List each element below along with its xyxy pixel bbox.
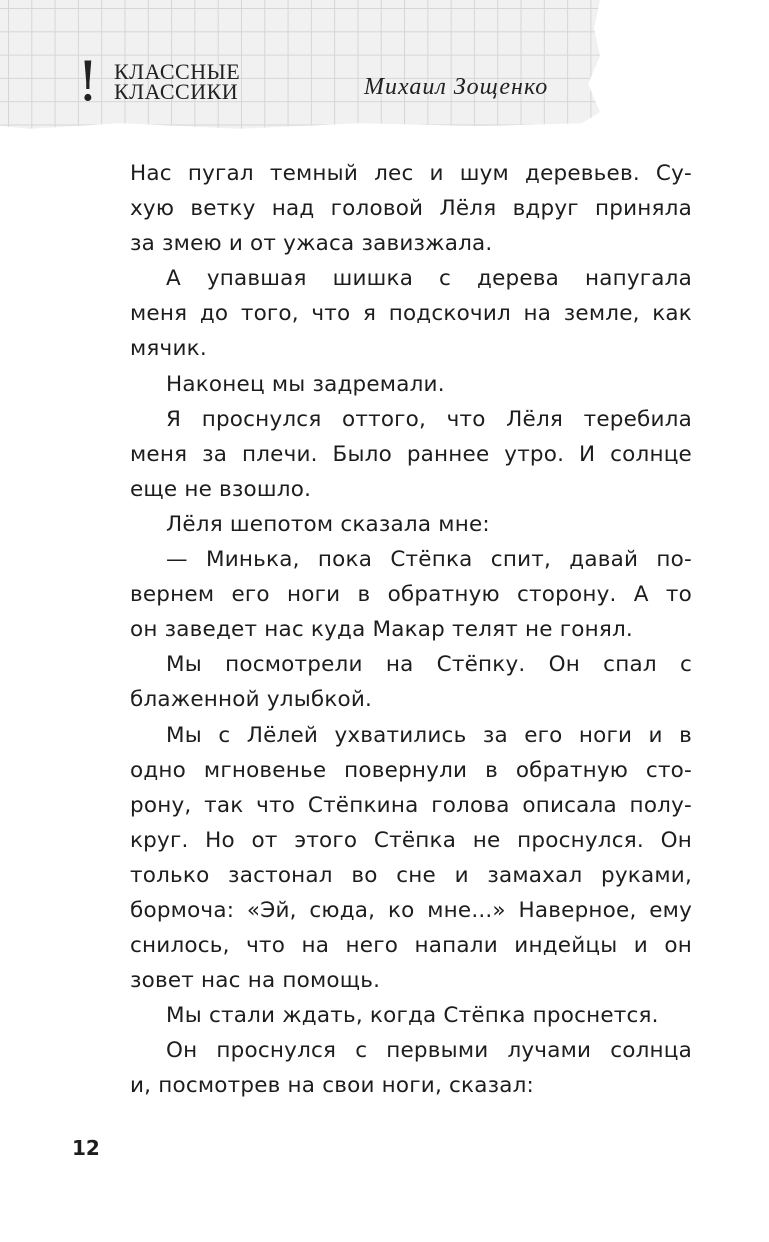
paragraph xyxy=(130,156,692,261)
text-line: Мы стали ждать, когда Стёпка проснется. xyxy=(166,1003,659,1029)
text-line: Лёля шепотом сказала мне: xyxy=(166,511,490,537)
text-line: и, посмотрев на свои ноги, сказал: xyxy=(130,1073,534,1099)
text-line: бормоча: «Эй, сюда, ко мне...» Наверное, ему xyxy=(130,897,692,923)
text-line: круг. Но от этого Стёпка не проснулся. Он xyxy=(130,827,692,853)
paragraph xyxy=(130,647,692,717)
author-name: Михаил Зощенко xyxy=(364,74,549,100)
text-line: снилось, что на него напали индейцы и он xyxy=(130,933,692,959)
text-line: он заведет нас куда Макар телят не гонял. xyxy=(130,617,633,643)
text-line: только застонал во сне и замахал руками, xyxy=(130,862,692,888)
text-line: вернем его ноги в обратную сторону. А то xyxy=(130,582,692,608)
text-line: хую ветку над головой Лёля вдруг приняла xyxy=(130,196,692,222)
series-logo-exclamation: ! xyxy=(77,50,99,113)
text-line: Нас пугал темный лес и шум деревьев. Су- xyxy=(130,161,692,186)
text-line: рону, так что Стёпкина голова описала полу- xyxy=(130,792,692,818)
paragraph xyxy=(130,718,692,999)
series-title-line2: КЛАССИКИ xyxy=(114,79,239,104)
page-number: 12 xyxy=(72,1136,100,1160)
text-line: одно мгновенье повернули в обратную сто- xyxy=(130,757,692,783)
text-line: А упавшая шишка с дерева напугала xyxy=(166,266,692,292)
paragraph xyxy=(130,998,692,1033)
paragraph xyxy=(130,261,692,366)
text-line: мячик. xyxy=(130,336,207,362)
text-line: блаженной улыбкой. xyxy=(130,687,373,713)
text-line: Мы посмотрели на Стёпку. Он спал с xyxy=(166,652,692,678)
paragraph xyxy=(130,1033,692,1103)
text-line: меня за плечи. Было раннее утро. И солнце xyxy=(130,441,692,467)
text-line: зовет нас на помощь. xyxy=(130,968,381,994)
series-title xyxy=(114,59,241,104)
text-line: — Минька, пока Стёпка спит, давай по- xyxy=(166,547,692,573)
text-line: Я проснулся оттого, что Лёля теребила xyxy=(166,406,692,432)
body-text xyxy=(130,156,692,1104)
text-line: Мы с Лёлей ухватились за его ноги и в xyxy=(166,722,692,748)
paragraph xyxy=(130,542,692,647)
paragraph xyxy=(130,367,692,402)
text-line: меня до того, что я подскочил на земле, как xyxy=(130,301,692,327)
paragraph xyxy=(130,402,692,507)
text-line: Наконец мы задремали. xyxy=(166,371,445,397)
series-title-line1: КЛАССНЫЕ xyxy=(114,59,241,84)
text-line: Он проснулся с первыми лучами солнца xyxy=(166,1038,692,1064)
text-line: за змею и от ужаса завизжала. xyxy=(130,231,493,257)
paragraph xyxy=(130,507,692,542)
text-line: еще не взошло. xyxy=(130,476,312,502)
